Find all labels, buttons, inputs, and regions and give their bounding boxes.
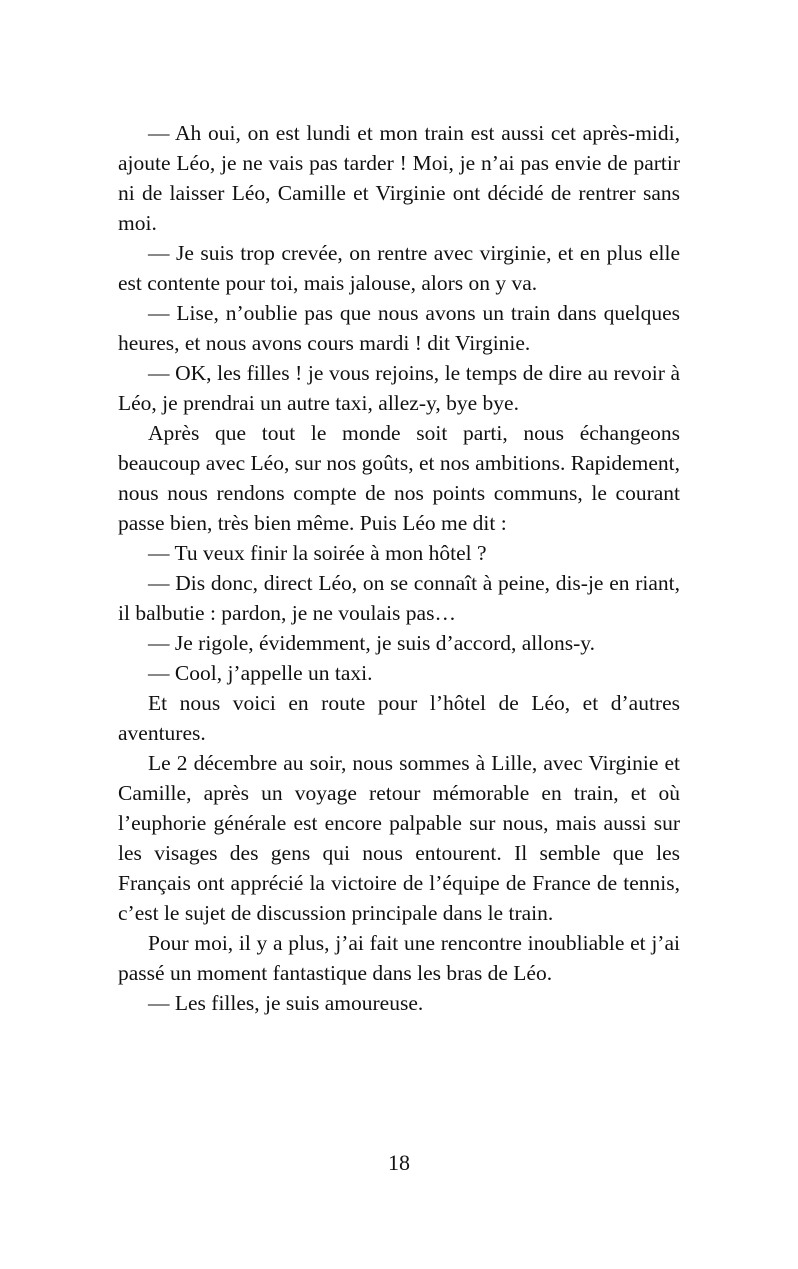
paragraph-8: — Je rigole, évidemment, je suis d’accord, allons-y. — [148, 631, 595, 655]
paragraph-11: Le 2 décembre au soir, nous sommes à Lille, avec Virginie et Camille, après un voyage retour mémorable en train, et où l’euphorie générale est encore palpable sur nous, mais aussi sur les visages des gens qui nous entourent. Il semble que les Français ont apprécié la victoire de l’équipe de France de tennis, c’est le sujet de discussion principale dans le train. — [118, 751, 680, 925]
paragraph-3: — Lise, n’oublie pas que nous avons un train dans quelques heures, et nous avons cours mardi ! dit Virginie. — [118, 301, 680, 355]
paragraph-12: Pour moi, il y a plus, j’ai fait une rencontre inoubliable et j’ai passé un moment fantastique dans les bras de Léo. — [118, 931, 680, 985]
paragraph-6: — Tu veux finir la soirée à mon hôtel ? — [148, 541, 487, 565]
paragraph-2: — Je suis trop crevée, on rentre avec virginie, et en plus elle est contente pour toi, mais jalouse, alors on y va. — [118, 241, 680, 295]
body-text — [118, 118, 680, 1018]
paragraph-10: Et nous voici en route pour l’hôtel de Léo, et d’autres aventures. — [118, 691, 680, 745]
paragraph-13: — Les filles, je suis amoureuse. — [148, 991, 424, 1015]
paragraph-9: — Cool, j’appelle un taxi. — [148, 661, 373, 685]
page-number: 18 — [388, 1150, 410, 1175]
paragraph-1: — Ah oui, on est lundi et mon train est aussi cet après-midi, ajoute Léo, je ne vais pas tarder ! Moi, je n’ai pas envie de partir ni de laisser Léo, Camille et Virginie ont décidé de rentrer sans moi. — [118, 121, 680, 235]
paragraph-4: — OK, les filles ! je vous rejoins, le temps de dire au revoir à Léo, je prendrai un autre taxi, allez-y, bye bye. — [118, 361, 680, 415]
paragraph-7: — Dis donc, direct Léo, on se connaît à peine, dis-je en riant, il balbutie : pardon, je ne voulais pas… — [118, 571, 680, 625]
paragraph-5: Après que tout le monde soit parti, nous échangeons beaucoup avec Léo, sur nos goûts, et nos ambitions. Rapidement, nous nous rendons compte de nos points communs, le courant passe bien, très bien même. Puis Léo me dit : — [118, 421, 680, 535]
